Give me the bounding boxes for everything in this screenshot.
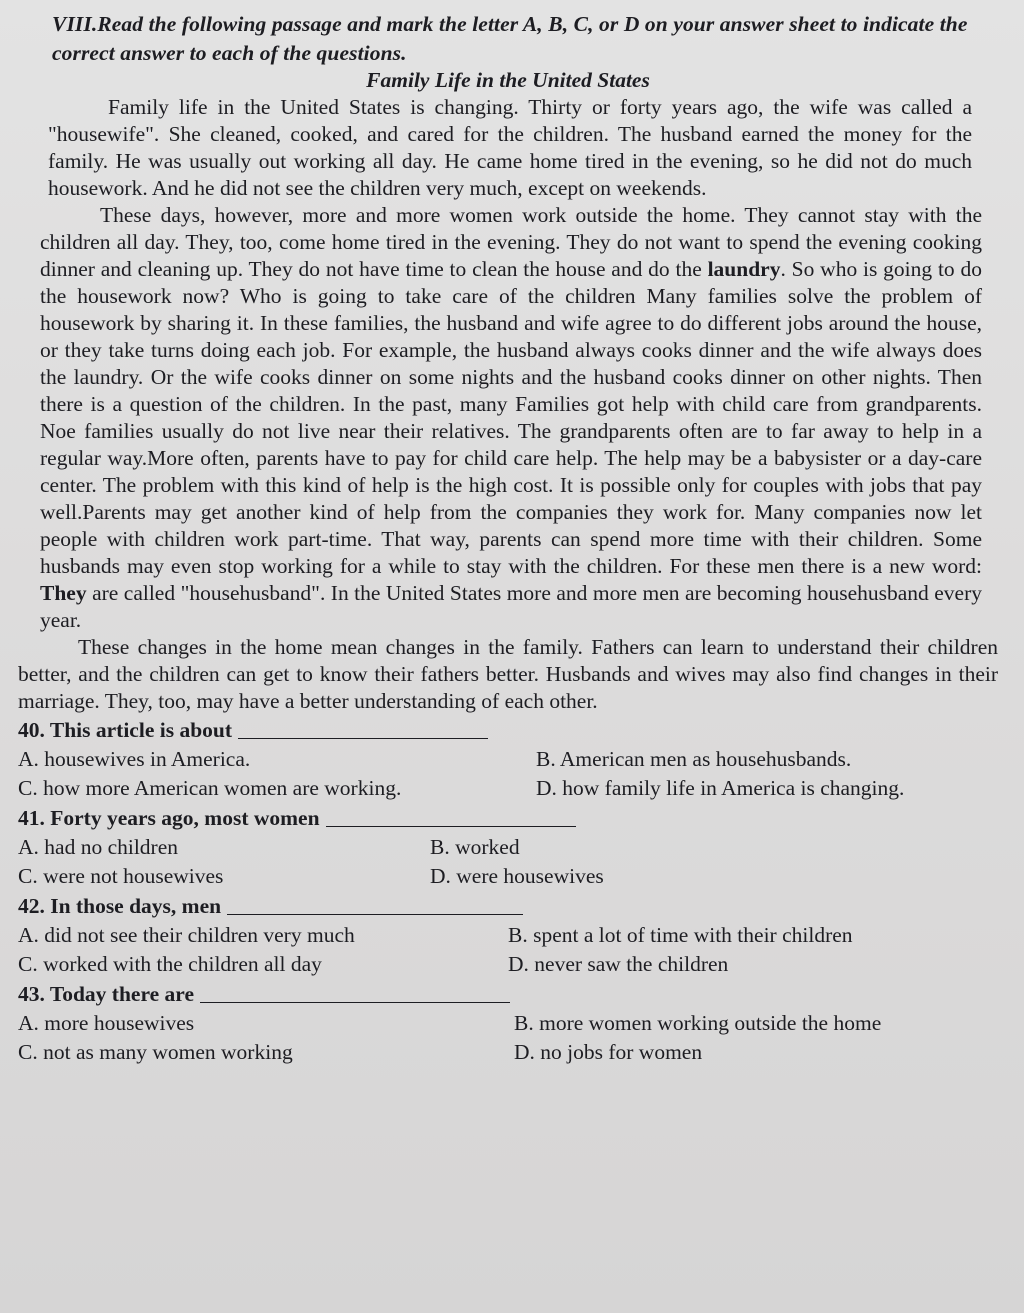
- option-a[interactable]: A. housewives in America.: [18, 747, 251, 771]
- option-c[interactable]: C. not as many women working: [18, 1040, 293, 1064]
- option-b[interactable]: B. worked: [430, 835, 520, 859]
- answer-blank[interactable]: [238, 737, 488, 739]
- answer-blank[interactable]: [227, 913, 523, 915]
- passage-title: Family Life in the United States: [366, 68, 650, 92]
- option-a[interactable]: A. had no children: [18, 835, 179, 859]
- answer-options: [18, 921, 998, 979]
- option-d[interactable]: D. no jobs for women: [514, 1040, 703, 1064]
- option-d[interactable]: D. never saw the children: [508, 952, 729, 976]
- passage-paragraph-1: Family life in the United States is changing. Thirty or forty years ago, the wife was called a "housewife". She cleaned, cooked, and cared for the children. The husband earned the money for the family. He was usually out working all day. He came home tired in the evening, so he did not do much housework. And he did not see the children very much, except on weekends.: [48, 95, 972, 200]
- answer-options: [18, 833, 998, 891]
- answer-options: [18, 1009, 998, 1067]
- question-41: [18, 803, 998, 891]
- question-stem: 43. Today there are: [18, 982, 194, 1006]
- option-d[interactable]: D. were housewives: [430, 864, 604, 888]
- question-42: [18, 891, 998, 979]
- option-b[interactable]: B. spent a lot of time with their children: [508, 923, 853, 947]
- section-instruction: VIII.Read the following passage and mark the letter A, B, C, or D on your answer sheet to indicate the correct answer to each of the questions.: [52, 12, 968, 65]
- question-40: [18, 715, 998, 803]
- option-b[interactable]: B. more women working outside the home: [514, 1011, 882, 1035]
- passage-paragraph-2: [18, 202, 998, 634]
- paragraph-2-text-b: . So who is going to do the housework now? Who is going to take care of the children Many families solve the problem of housework by sharing it. In these families, the husband and wife agree to do different jobs around the house, or they take turns doing each job. For example, the husband always cooks dinner and the wife always does the laundry. Or the wife cooks dinner on some nights and the husband cooks dinner on other nights. Then there is a question of the children. In the past, many Families got help with child care from grandparents. Noe families usually do not live near their relatives. The grandparents often are to far away to help in a regular way.More often, parents have to pay for child care help. The help may be a babysister or a day-care center. The problem with this kind of help is the high cost. It is possible only for couples with jobs that pay well.Parents may get another kind of help from the companies they work for. Many companies now let people with children work part-time. That way, parents can spend more time with their children. Some husbands may even stop working for a while to stay with the children. For these men there is a new word:: [40, 257, 982, 578]
- answer-options: [18, 745, 998, 803]
- reading-passage: [18, 94, 998, 715]
- option-c[interactable]: C. were not housewives: [18, 864, 224, 888]
- paragraph-2-text-a: These days, however, more and more women work outside the home. They cannot stay with the children all day. They, too, come home tired in the evening. They do not want to spend the evening cooking dinner and cleaning up. They do not have time to clean the house and do the: [40, 203, 982, 281]
- question-list: [18, 715, 998, 1067]
- option-d[interactable]: D. how family life in America is changing.: [536, 776, 905, 800]
- passage-paragraph-3: These changes in the home mean changes in the family. Fathers can learn to understand their children better, and the children can get to know their fathers better. Husbands and wives may also find changes in their marriage. They, too, may have a better understanding of each other.: [18, 635, 998, 713]
- option-c[interactable]: C. worked with the children all day: [18, 952, 322, 976]
- question-stem: 42. In those days, men: [18, 894, 222, 918]
- highlighted-word-laundry: laundry: [707, 257, 781, 281]
- answer-blank[interactable]: [200, 1001, 510, 1003]
- option-a[interactable]: A. more housewives: [18, 1011, 195, 1035]
- option-b[interactable]: B. American men as househusbands.: [536, 747, 852, 771]
- question-stem: 40. This article is about: [18, 718, 233, 742]
- paragraph-2-text-c: are called "househusband". In the United States more and more men are becoming househusband every year.: [40, 581, 982, 632]
- answer-blank[interactable]: [326, 825, 576, 827]
- option-a[interactable]: A. did not see their children very much: [18, 923, 355, 947]
- option-c[interactable]: C. how more American women are working.: [18, 776, 402, 800]
- question-stem: 41. Forty years ago, most women: [18, 806, 320, 830]
- question-43: [18, 979, 998, 1067]
- highlighted-word-they: They: [40, 581, 87, 605]
